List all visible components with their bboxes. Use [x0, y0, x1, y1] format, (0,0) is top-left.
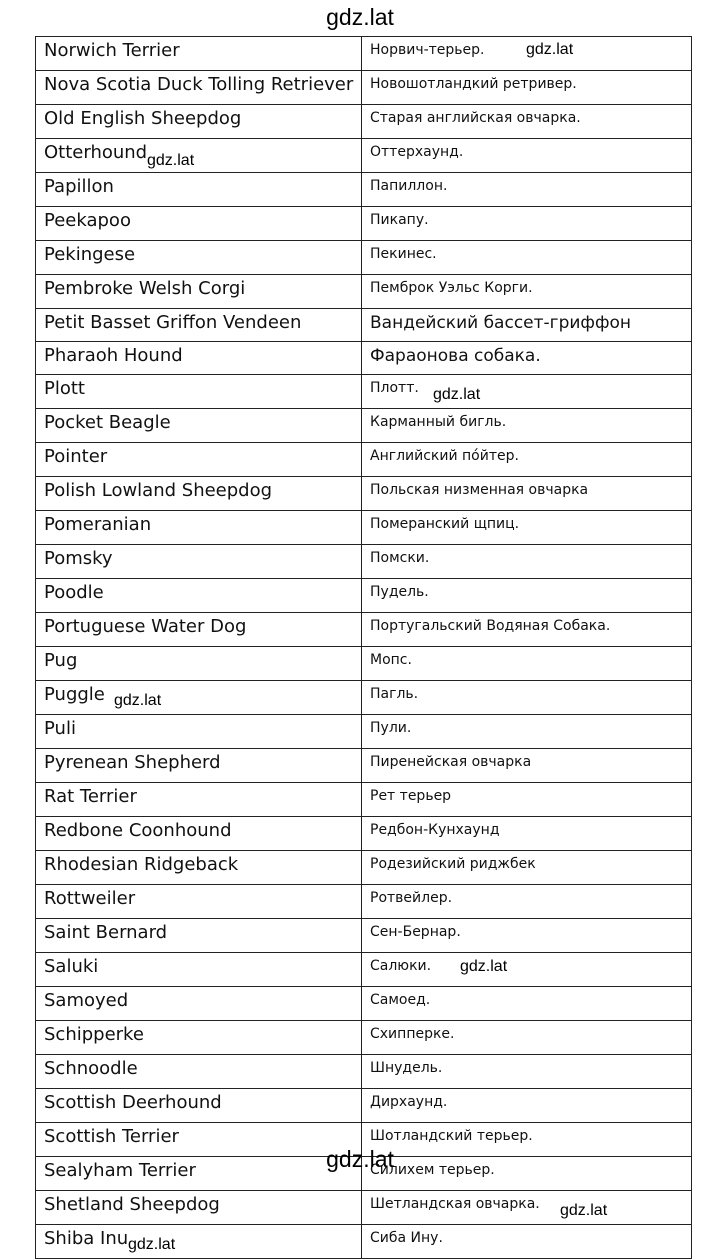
breed-english-name — [36, 1225, 362, 1259]
table-row — [36, 545, 692, 579]
table-row — [36, 919, 692, 953]
breed-russian-name: Португальский Водяная Собака. — [362, 613, 692, 647]
breed-english-name: Poodle — [36, 579, 362, 613]
breed-english-name: Schnoodle — [36, 1055, 362, 1089]
watermark: gdz.lat — [114, 692, 162, 709]
table-row — [36, 1089, 692, 1123]
breed-english-name: Peekapoo — [36, 207, 362, 241]
breed-russian-text: Шетландская овчарка. — [370, 1196, 540, 1212]
table-row — [36, 477, 692, 511]
breed-english-name: Pointer — [36, 443, 362, 477]
watermark: gdz.lat — [433, 386, 481, 403]
breed-russian-name: Старая английская овчарка. — [362, 105, 692, 139]
breed-english-name: Sealyham Terrier — [36, 1157, 362, 1191]
table-row — [36, 579, 692, 613]
table-row — [36, 783, 692, 817]
breed-russian-name: Сен-Бернар. — [362, 919, 692, 953]
breed-russian-name: Пекинес. — [362, 241, 692, 275]
table-row — [36, 139, 692, 173]
watermark: gdz.lat — [147, 152, 195, 169]
table-row — [36, 241, 692, 275]
breed-english-name: Papillon — [36, 173, 362, 207]
breed-russian-name: Силихем терьер. — [362, 1157, 692, 1191]
breed-english-name: Pekingese — [36, 241, 362, 275]
table-row — [36, 749, 692, 783]
footer-watermark: gdz.lat — [326, 1146, 394, 1172]
breed-russian-name: Пагль. — [362, 681, 692, 715]
breed-russian-name: Ротвейлер. — [362, 885, 692, 919]
table-row — [36, 817, 692, 851]
table-row — [36, 443, 692, 477]
table-row — [36, 207, 692, 241]
breed-english-name: Puli — [36, 715, 362, 749]
breed-russian-name: Пули. — [362, 715, 692, 749]
table-row — [36, 275, 692, 309]
breed-english-name: Rottweiler — [36, 885, 362, 919]
breed-russian-name: Мопс. — [362, 647, 692, 681]
breed-russian-name: Пудель. — [362, 579, 692, 613]
table-row — [36, 987, 692, 1021]
breed-english-name: Petit Basset Griffon Vendeen — [36, 309, 362, 342]
table-row — [36, 613, 692, 647]
breed-english-name: Pembroke Welsh Corgi — [36, 275, 362, 309]
breed-english-name: Redbone Coonhound — [36, 817, 362, 851]
breed-russian-name: Шотландский терьер. — [362, 1123, 692, 1157]
breed-russian-name: Дирхаунд. — [362, 1089, 692, 1123]
breed-russian-name — [362, 1191, 692, 1225]
table-row — [36, 681, 692, 715]
breed-english-name: Pomeranian — [36, 511, 362, 545]
breed-english-name: Nova Scotia Duck Tolling Retriever — [36, 71, 362, 105]
breed-russian-name — [362, 375, 692, 409]
breed-english-name: Scottish Deerhound — [36, 1089, 362, 1123]
breed-english-name: Pharaoh Hound — [36, 342, 362, 375]
breed-english-name: Norwich Terrier — [36, 37, 362, 71]
breed-russian-name: Карманный бигль. — [362, 409, 692, 443]
watermark: gdz.lat — [526, 41, 574, 58]
breed-english-name: Plott — [36, 375, 362, 409]
watermark: gdz.lat — [128, 1236, 176, 1253]
table-row — [36, 511, 692, 545]
breed-english-name: Pocket Beagle — [36, 409, 362, 443]
breed-english-name: Rat Terrier — [36, 783, 362, 817]
breed-russian-text: Норвич-терьер. — [370, 42, 485, 58]
breed-english-name: Rhodesian Ridgeback — [36, 851, 362, 885]
header-watermark: gdz.lat — [326, 4, 394, 30]
breed-english-name: Pyrenean Shepherd — [36, 749, 362, 783]
breed-english-name — [36, 139, 362, 173]
breed-russian-name: Пемброк Уэльс Корги. — [362, 275, 692, 309]
breed-russian-name: Сиба Ину. — [362, 1225, 692, 1259]
breed-russian-name: Новошотландкий ретривер. — [362, 71, 692, 105]
table-row — [36, 342, 692, 375]
table-row — [36, 409, 692, 443]
table-row — [36, 851, 692, 885]
table-row — [36, 375, 692, 409]
breed-english-name: Shetland Sheepdog — [36, 1191, 362, 1225]
table-row — [36, 1225, 692, 1259]
breed-russian-name: Редбон-Кунхаунд — [362, 817, 692, 851]
breed-translation-table — [35, 36, 692, 1259]
table-row — [36, 885, 692, 919]
table-row — [36, 1055, 692, 1089]
breed-english-name: Polish Lowland Sheepdog — [36, 477, 362, 511]
breed-russian-name: Пиренейская овчарка — [362, 749, 692, 783]
breed-russian-name: Шнудель. — [362, 1055, 692, 1089]
table-row — [36, 647, 692, 681]
breed-russian-name — [362, 953, 692, 987]
breed-english-text: Puggle — [44, 684, 105, 705]
table-row — [36, 1021, 692, 1055]
breed-russian-name: Самоед. — [362, 987, 692, 1021]
watermark: gdz.lat — [560, 1202, 608, 1219]
breed-russian-name — [362, 37, 692, 71]
breed-russian-name: Помски. — [362, 545, 692, 579]
breed-english-name: Pug — [36, 647, 362, 681]
breed-russian-name: Оттерхаунд. — [362, 139, 692, 173]
breed-russian-name: Схипперке. — [362, 1021, 692, 1055]
table-row — [36, 1191, 692, 1225]
breed-english-name: Samoyed — [36, 987, 362, 1021]
table-row — [36, 37, 692, 71]
table-row — [36, 71, 692, 105]
breed-russian-text: Плотт. — [370, 380, 419, 396]
table-row — [36, 715, 692, 749]
breed-english-text: Shiba Inu — [44, 1228, 129, 1249]
breed-english-name: Saluki — [36, 953, 362, 987]
breed-russian-name: Вандейский бассет-гриффон — [362, 309, 692, 342]
table-row — [36, 309, 692, 342]
watermark: gdz.lat — [460, 958, 508, 975]
table-row — [36, 105, 692, 139]
breed-russian-name: Польская низменная овчарка — [362, 477, 692, 511]
breed-english-name: Schipperke — [36, 1021, 362, 1055]
breed-english-name: Old English Sheepdog — [36, 105, 362, 139]
breed-english-name: Saint Bernard — [36, 919, 362, 953]
breed-russian-text: Салюки. — [370, 958, 432, 974]
breed-russian-name: Английский по́йтер. — [362, 443, 692, 477]
breed-russian-name: Пикапу. — [362, 207, 692, 241]
breed-russian-name: Фараонова собака. — [362, 342, 692, 375]
table-row — [36, 173, 692, 207]
breed-russian-name: Папиллон. — [362, 173, 692, 207]
table-row — [36, 953, 692, 987]
breed-russian-name: Рет терьер — [362, 783, 692, 817]
breed-english-name — [36, 681, 362, 715]
breed-english-text: Otterhound — [44, 142, 148, 163]
breed-russian-name: Померанский щпиц. — [362, 511, 692, 545]
breed-english-name: Scottish Terrier — [36, 1123, 362, 1157]
breed-russian-name: Родезийский риджбек — [362, 851, 692, 885]
breed-english-name: Pomsky — [36, 545, 362, 579]
breed-english-name: Portuguese Water Dog — [36, 613, 362, 647]
